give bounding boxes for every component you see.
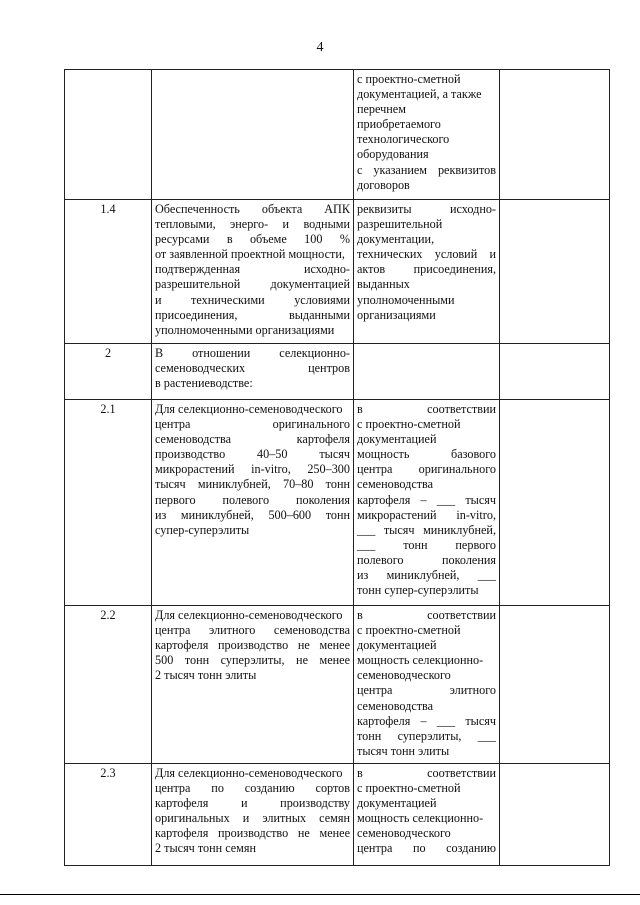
row-number-cell: [65, 70, 152, 200]
confirmation-line: картофеля – ___ тысяч: [357, 492, 496, 507]
indicator-line: первого полевого поколения: [155, 492, 350, 507]
page-bottom-rule: [0, 894, 640, 895]
confirmation-line: актов присоединения,: [357, 262, 496, 277]
confirmation-line: семеноводческого: [357, 668, 451, 683]
indicator-line: центра оригинального: [155, 417, 350, 432]
indicator-line: Для селекционно-семеноводческого: [155, 766, 343, 780]
confirmation-line: картофеля – ___ тысяч: [357, 713, 496, 728]
value-cell: [500, 200, 610, 344]
confirmation-line: тонн супер-суперэлиты: [357, 583, 479, 598]
confirmation-cell: [354, 70, 500, 200]
indicator-line: оригинальных и элитных семян: [155, 811, 350, 826]
indicator-line: В отношении селекционно-: [155, 346, 350, 360]
table-row: [65, 70, 610, 200]
confirmation-cell: [354, 764, 500, 866]
indicator-line: присоединения, выданными: [155, 307, 350, 322]
indicator-line: и техническими условиями: [155, 292, 350, 307]
indicator-line: микрорастений in-vitro, 250–300: [155, 462, 350, 477]
confirmation-line: договоров: [357, 177, 410, 192]
confirmation-line: семеноводства: [357, 698, 434, 713]
row-number-cell: 2.3: [65, 764, 152, 866]
indicator-line: от заявленной проектной мощности,: [155, 247, 345, 262]
indicator-line: ресурсами в объеме 100 %: [155, 232, 350, 247]
indicator-line: семеноводства картофеля: [155, 432, 350, 447]
indicator-line: из миниклубней, 500–600 тонн: [155, 507, 350, 522]
confirmation-line: перечнем: [357, 102, 406, 117]
confirmation-cell: [354, 400, 500, 606]
confirmation-line: семеноводства: [357, 477, 434, 492]
indicator-line: картофеля и производству: [155, 796, 350, 811]
confirmation-line: мощность базового: [357, 447, 496, 462]
indicator-line: 2 тысяч тонн элиты: [155, 668, 257, 683]
row-number-cell: 2.2: [65, 606, 152, 764]
confirmation-line: технологического: [357, 132, 450, 147]
indicator-line: центра по созданию сортов: [155, 781, 350, 796]
confirmation-line: уполномоченными: [357, 292, 455, 307]
indicator-cell: [152, 344, 354, 400]
indicator-line: центра элитного семеноводства: [155, 623, 350, 638]
confirmation-line: с проектно-сметной: [357, 623, 461, 638]
confirmation-line: приобретаемого: [357, 117, 441, 132]
value-cell: [500, 344, 610, 400]
page-number: 4: [316, 40, 324, 55]
table-row: [65, 606, 610, 764]
confirmation-line: мощность селекционно-: [357, 653, 484, 668]
confirmation-line: в соответствии: [357, 608, 496, 622]
indicator-line: супер-суперэлиты: [155, 522, 250, 537]
confirmation-cell: [354, 200, 500, 344]
confirmation-line: тысяч тонн элиты: [357, 743, 450, 758]
confirmation-line: в соответствии: [357, 402, 496, 416]
indicator-line: 2 тысяч тонн семян: [155, 841, 257, 856]
confirmation-line: ___ тонн первого: [357, 537, 496, 552]
confirmation-line: в соответствии: [357, 766, 496, 780]
confirmation-line: технических условий и: [357, 247, 496, 262]
table-row: [65, 764, 610, 866]
indicator-line: уполномоченными организациями: [155, 322, 335, 337]
confirmation-cell: [354, 606, 500, 764]
indicator-cell: [152, 400, 354, 606]
table-row: [65, 344, 610, 400]
confirmation-line: тонн суперэлиты, ___: [357, 728, 496, 743]
indicator-line: разрешительной документацией: [155, 277, 350, 292]
confirmation-line: с проектно-сметной: [357, 72, 461, 86]
confirmation-line: ___ тысяч миниклубней,: [357, 522, 496, 537]
confirmation-line: из миниклубней, ___: [357, 568, 496, 583]
confirmation-line: реквизиты исходно-: [357, 202, 496, 216]
value-cell: [500, 606, 610, 764]
confirmation-line: центра по созданию: [357, 841, 496, 856]
indicator-line: Для селекционно-семеноводческого: [155, 402, 343, 416]
confirmation-line: с проектно-сметной: [357, 417, 461, 432]
indicator-line: подтвержденная исходно-: [155, 262, 350, 277]
indicator-line: картофеля производство не менее: [155, 826, 350, 841]
indicator-line: Обеспеченность объекта АПК: [155, 202, 350, 216]
indicator-line: Для селекционно-семеноводческого: [155, 608, 343, 622]
confirmation-line: мощность селекционно-: [357, 811, 484, 826]
confirmation-line: семеноводческого: [357, 826, 451, 841]
value-cell: [500, 764, 610, 866]
indicator-cell: [152, 70, 354, 200]
indicator-line: тепловыми, энерго- и водными: [155, 217, 350, 232]
table-row: [65, 400, 610, 606]
indicator-line: картофеля производство не менее: [155, 638, 350, 653]
confirmation-line: центра оригинального: [357, 462, 496, 477]
confirmation-line: с указанием реквизитов: [357, 162, 496, 177]
confirmation-line: с проектно-сметной: [357, 781, 461, 796]
value-cell: [500, 400, 610, 606]
confirmation-line: полевого поколения: [357, 552, 496, 567]
confirmation-cell: [354, 344, 500, 400]
indicator-line: в растениеводстве:: [155, 376, 253, 391]
confirmation-line: документацией, а также: [357, 87, 482, 102]
indicator-cell: [152, 606, 354, 764]
requirements-table: [64, 69, 610, 866]
confirmation-line: разрешительной: [357, 217, 443, 232]
requirements-table-body: [65, 70, 610, 866]
confirmation-line: документацией: [357, 638, 437, 653]
confirmation-line: микрорастений in-vitro,: [357, 507, 496, 522]
row-number-cell: 2: [65, 344, 152, 400]
confirmation-line: выданных: [357, 277, 410, 292]
indicator-line: семеноводческих центров: [155, 361, 350, 376]
confirmation-line: центра элитного: [357, 683, 496, 698]
indicator-cell: [152, 200, 354, 344]
indicator-line: производство 40–50 тысяч: [155, 447, 350, 462]
confirmation-line: оборудования: [357, 147, 429, 162]
row-number-cell: 1.4: [65, 200, 152, 344]
confirmation-line: документацией: [357, 796, 437, 811]
confirmation-line: организациями: [357, 307, 436, 322]
indicator-cell: [152, 764, 354, 866]
confirmation-line: документацией: [357, 432, 437, 447]
indicator-line: 500 тонн суперэлиты, не менее: [155, 653, 350, 668]
value-cell: [500, 70, 610, 200]
indicator-line: тысяч миниклубней, 70–80 тонн: [155, 477, 350, 492]
confirmation-line: документации,: [357, 232, 435, 247]
row-number-cell: 2.1: [65, 400, 152, 606]
table-row: [65, 200, 610, 344]
